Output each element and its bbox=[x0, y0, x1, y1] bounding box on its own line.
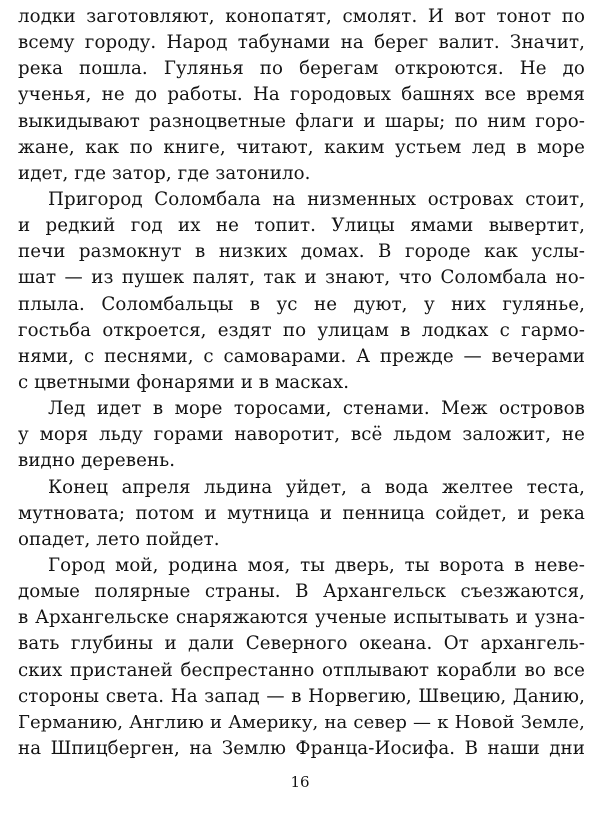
text-line: и редкий год их не топит. Улицы ямами вывертит, bbox=[18, 215, 585, 237]
text-line: идет, где затор, где затонило. bbox=[18, 162, 311, 184]
text-line: Конец апреля льдина уйдет, а вода желтее теста, bbox=[48, 476, 585, 498]
text-line: выкидывают разноцветные флаги и шары; по ним горо- bbox=[18, 110, 585, 132]
text-line: мутновата; потом и мутница и пенница сойдет, и река bbox=[18, 502, 585, 524]
text-line: жане, как по книге, читают, каким устьем лед в море bbox=[18, 136, 585, 158]
text-line: Германию, Англию и Америку, на север — к Новой Земле, bbox=[18, 711, 585, 733]
text-line: всему городу. Народ табунами на берег валит. Значит, bbox=[18, 32, 585, 54]
text-line: у моря льду горами наворотит, всё льдом заложит, не bbox=[18, 424, 585, 446]
text-line: в Архангельске снаряжаются ученые испытывать и узна- bbox=[18, 607, 585, 629]
text-line: нями, с песнями, с самоварами. А прежде — вечерами bbox=[18, 345, 585, 367]
text-line: видно деревень. bbox=[18, 450, 176, 472]
text-line: Пригород Соломбала на низменных островах стоит, bbox=[48, 188, 585, 210]
text-line: гостьба откроется, ездят по улицам в лодках с гармо- bbox=[18, 319, 585, 341]
paragraph bbox=[18, 4, 585, 187]
text-line: стороны света. На запад — в Норвегию, Швецию, Данию, bbox=[18, 685, 585, 707]
page-number: 16 bbox=[290, 773, 310, 791]
paragraph bbox=[18, 475, 585, 553]
text-line: печи размокнут в низких домах. В городе как услы- bbox=[18, 241, 585, 263]
paragraph bbox=[18, 553, 585, 762]
text-line: опадет, лето пойдет. bbox=[18, 528, 220, 550]
paragraph bbox=[18, 187, 585, 396]
text-line: с цветными фонарями и в масках. bbox=[18, 371, 350, 393]
text-line: лодки заготовляют, конопатят, смолят. И вот тонот по bbox=[18, 6, 585, 27]
text-line: ских пристаней беспрестанно отплывают корабли во все bbox=[18, 659, 585, 681]
text-line: шат — из пушек палят, так и знают, что Соломбала но- bbox=[18, 267, 585, 289]
text-line: на Шпицберген, на Землю Франца-Иосифа. В наши дни bbox=[18, 737, 585, 759]
body-text bbox=[18, 4, 585, 762]
text-line: ученья, не до работы. На городовых башнях все время bbox=[18, 84, 585, 106]
text-line: вать глубины и дали Северного океана. От архангель- bbox=[18, 633, 585, 655]
text-line: Лед идет в море торосами, стенами. Меж островов bbox=[48, 398, 585, 420]
text-line: река пошла. Гулянья по берегам откроются. Не до bbox=[18, 58, 585, 80]
text-line: плыла. Соломбальцы в ус не дуют, у них гулянье, bbox=[18, 293, 585, 315]
text-line: домые полярные страны. В Архангельск съезжаются, bbox=[18, 581, 585, 603]
paragraph bbox=[18, 396, 585, 474]
text-line: Город мой, родина моя, ты дверь, ты ворота в неве- bbox=[48, 554, 585, 576]
